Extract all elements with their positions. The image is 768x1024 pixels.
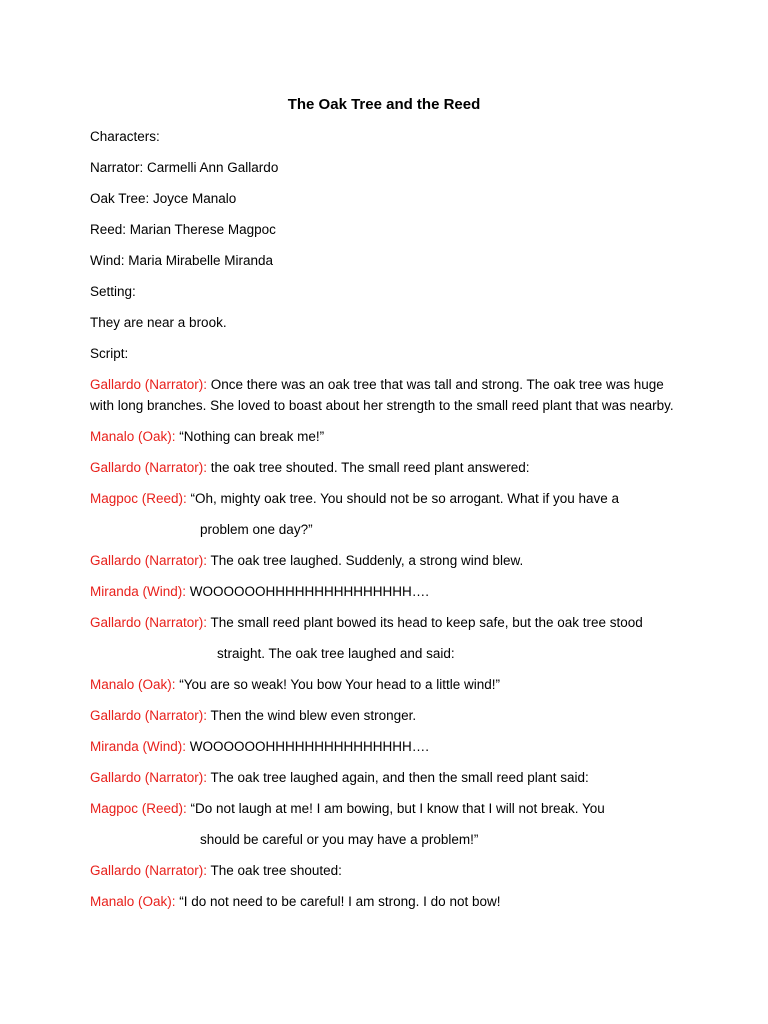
speaker-name: Gallardo (Narrator): — [90, 460, 208, 475]
script-line — [90, 891, 680, 912]
dialogue-text: Once there was an oak tree that was tall and strong. The oak tree was huge with long branches. She loved to boast about her strength to the small reed plant that was nearby. — [90, 377, 674, 413]
script-line — [90, 674, 680, 695]
dialogue-text: The oak tree laughed again, and then the small reed plant said: — [207, 770, 589, 785]
script-line — [90, 767, 680, 788]
setting-text: They are near a brook. — [90, 315, 227, 330]
speaker-name: Manalo (Oak): — [90, 429, 176, 444]
speaker-name: Magpoc (Reed): — [90, 491, 187, 506]
script-line — [90, 612, 680, 633]
script-line — [90, 374, 680, 416]
dialogue-continuation: straight. The oak tree laughed and said: — [217, 646, 455, 661]
dialogue-continuation: problem one day?” — [200, 522, 313, 537]
dialogue-text: The oak tree shouted: — [207, 863, 342, 878]
cast-wind: Wind: Maria Mirabelle Miranda — [90, 253, 274, 268]
speaker-name: Gallardo (Narrator): — [90, 708, 208, 723]
cast-reed: Reed: Marian Therese Magpoc — [90, 222, 276, 237]
dialogue-text: “You are so weak! You bow Your head to a little wind!” — [175, 677, 501, 692]
speaker-name: Miranda (Wind): — [90, 584, 187, 599]
dialogue-text: Then the wind blew even stronger. — [207, 708, 417, 723]
dialogue-text: the oak tree shouted. The small reed plant answered: — [207, 460, 530, 475]
script-line — [90, 457, 680, 478]
script-line — [90, 798, 680, 819]
script-line — [90, 736, 680, 757]
script-line — [90, 860, 680, 881]
dialogue-text: “I do not need to be careful! I am strong. I do not bow! — [175, 894, 501, 909]
speaker-name: Manalo (Oak): — [90, 894, 176, 909]
dialogue-text: The small reed plant bowed its head to keep safe, but the oak tree stood — [207, 615, 643, 630]
speaker-name: Gallardo (Narrator): — [90, 615, 208, 630]
speaker-name: Gallardo (Narrator): — [90, 863, 208, 878]
dialogue-text: WOOOOOOHHHHHHHHHHHHHHH…. — [186, 739, 430, 754]
dialogue-text: “Oh, mighty oak tree. You should not be so arrogant. What if you have a — [186, 491, 620, 506]
speaker-name: Miranda (Wind): — [90, 739, 187, 754]
dialogue-text: “Do not laugh at me! I am bowing, but I know that I will not break. You — [186, 801, 605, 816]
cast-oak-tree: Oak Tree: Joyce Manalo — [90, 191, 237, 206]
script-line — [90, 705, 680, 726]
characters-heading: Characters: — [90, 129, 160, 144]
speaker-name: Magpoc (Reed): — [90, 801, 187, 816]
speaker-name: Gallardo (Narrator): — [90, 377, 208, 392]
script-heading: Script: — [90, 346, 129, 361]
speaker-name: Gallardo (Narrator): — [90, 770, 208, 785]
script-line — [90, 488, 680, 509]
dialogue-text: WOOOOOOHHHHHHHHHHHHHHH…. — [186, 584, 430, 599]
cast-narrator: Narrator: Carmelli Ann Gallardo — [90, 160, 279, 175]
document-body — [90, 126, 680, 912]
dialogue-text: The oak tree laughed. Suddenly, a strong wind blew. — [207, 553, 524, 568]
speaker-name: Manalo (Oak): — [90, 677, 176, 692]
dialogue-text: “Nothing can break me!” — [175, 429, 325, 444]
document-title: The Oak Tree and the Reed — [287, 96, 481, 113]
setting-heading: Setting: — [90, 284, 136, 299]
script-line — [90, 426, 680, 447]
script-line — [90, 581, 680, 602]
speaker-name: Gallardo (Narrator): — [90, 553, 208, 568]
dialogue-continuation: should be careful or you may have a problem!” — [200, 832, 479, 847]
script-line — [90, 550, 680, 571]
